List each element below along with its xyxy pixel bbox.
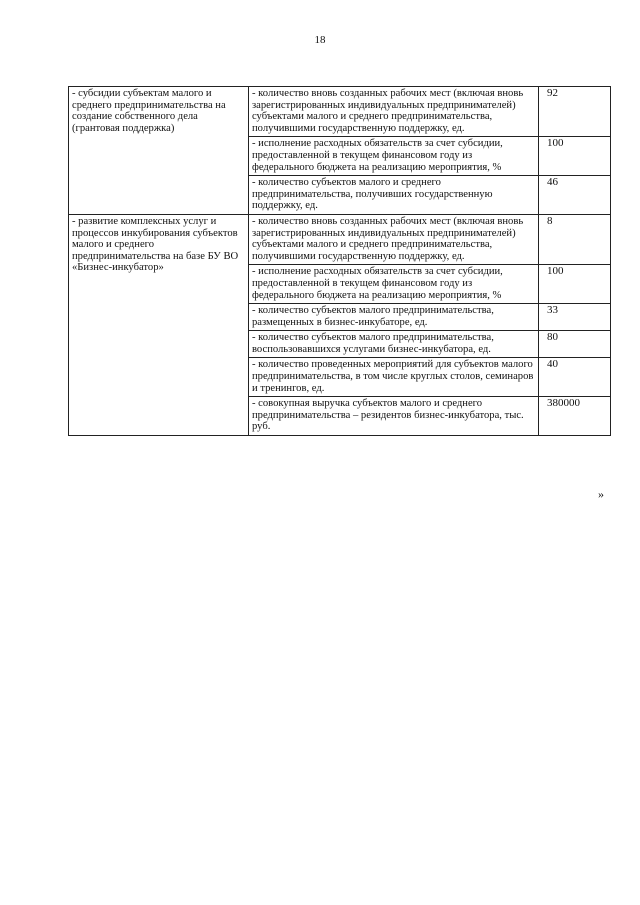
indicator-cell: - количество субъектов малого и среднего предпринимательства, получивших государственную поддержку, ед. — [249, 176, 539, 215]
value-cell: 80 — [539, 331, 611, 358]
value-cell: 380000 — [539, 397, 611, 436]
indicator-cell: - количество вновь созданных рабочих мест (включая вновь зарегистрированных индивидуальных предпринимателей) субъектами малого и среднего предпринимательства, получившими государственную поддержку, ед. — [249, 214, 539, 264]
value-cell: 40 — [539, 358, 611, 397]
closing-quote-mark: » — [598, 487, 604, 501]
indicator-cell: - исполнение расходных обязательств за счет субсидии, предоставленной в текущем финансовом году из федерального бюджета на реализацию мероприятия, % — [249, 265, 539, 304]
table-row — [69, 214, 611, 264]
indicators-table — [68, 86, 611, 436]
value-cell: 46 — [539, 176, 611, 215]
page-number: 18 — [314, 34, 326, 46]
activity-cell: - субсидии субъектам малого и среднего предпринимательства на создание собственного дела (грантовая поддержка) — [69, 87, 249, 215]
indicator-cell: - количество вновь созданных рабочих мест (включая вновь зарегистрированных индивидуальных предпринимателей) субъектами малого и среднего предпринимательства, получившими государственную поддержку, ед. — [249, 87, 539, 137]
value-cell: 92 — [539, 87, 611, 137]
value-cell: 100 — [539, 137, 611, 176]
indicator-cell: - количество проведенных мероприятий для субъектов малого предпринимательства, в том числе круглых столов, семинаров и тренингов, ед. — [249, 358, 539, 397]
value-cell: 33 — [539, 304, 611, 331]
value-cell: 8 — [539, 214, 611, 264]
indicator-cell: - количество субъектов малого предпринимательства, размещенных в бизнес-инкубаторе, ед. — [249, 304, 539, 331]
table-row — [69, 87, 611, 137]
indicator-cell: - количество субъектов малого предпринимательства, воспользовавшихся услугами бизнес-инкубатора, ед. — [249, 331, 539, 358]
indicator-cell: - совокупная выручка субъектов малого и среднего предпринимательства – резидентов бизнес-инкубатора, тыс. руб. — [249, 397, 539, 436]
activity-cell: - развитие комплексных услуг и процессов инкубирования субъектов малого и среднего предпринимательства на базе БУ ВО «Бизнес-инкубатор» — [69, 214, 249, 435]
indicator-cell: - исполнение расходных обязательств за счет субсидии, предоставленной в текущем финансовом году из федерального бюджета на реализацию мероприятия, % — [249, 137, 539, 176]
value-cell: 100 — [539, 265, 611, 304]
